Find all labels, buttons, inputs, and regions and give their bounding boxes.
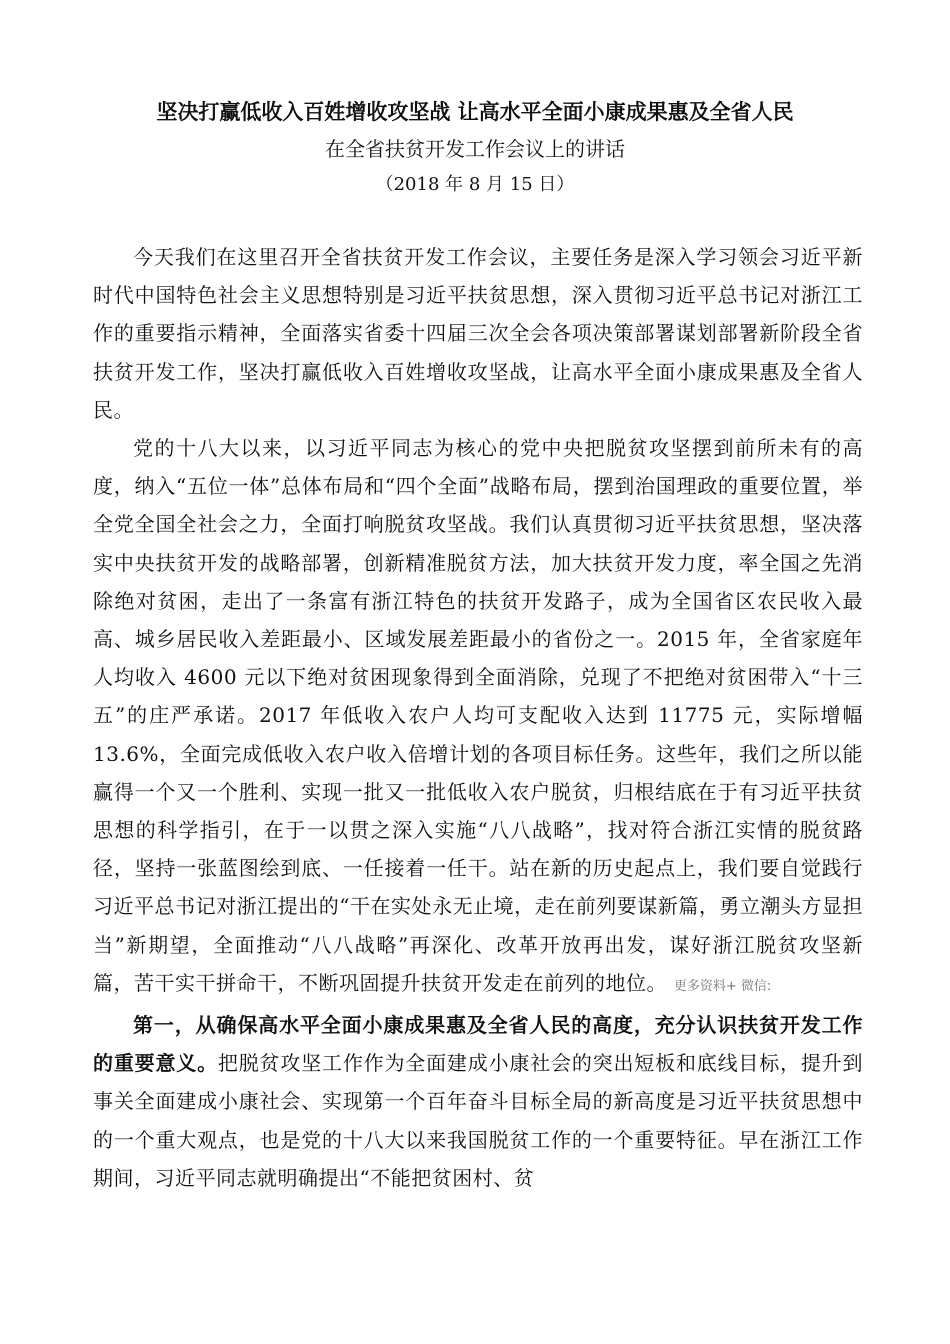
paragraph-first-point	[93, 1006, 863, 1197]
paragraph-first-point-text: 把脱贫攻坚工作作为全面建成小康社会的突出短板和底线目标，提升到事关全面建成小康社会、实现第一个百年奋斗目标全局的新高度是习近平扶贫思想中的一个重大观点，也是党的十八大以来我国脱贫工作的一个重要特征。早在浙江工作期间，习近平同志就明确提出“不能把贫困村、贫	[93, 1051, 864, 1190]
document-date: （2018 年 8 月 15 日）	[375, 174, 575, 195]
paragraph-achievements-text: 党的十八大以来，以习近平同志为核心的党中央把脱贫攻坚摆到前所未有的高度，纳入“五位一体”总体布局和“四个全面”战略布局，摆到治国理政的重要位置，举全党全国全社会之力，全面打响脱贫攻坚战。我们认真贯彻习近平扶贫思想，坚决落实中央扶贫开发的战略部署，创新精准脱贫方法，加大扶贫开发力度，率全国之先消除绝对贫困，走出了一条富有浙江特色的扶贫开发路子，成为全国省区农民收入最高、城乡居民收入差距最小、区域发展差距最小的省份之一。2015 年，全省家庭年人均收入 4600 元以下绝对贫困现象得到全面消除，兑现了不把绝对贫困带入“十三五”的庄严承诺。2017 年低收入农户人均可支配收入达到 11775 元，实际增幅 13.6%，全面完成低收入农户收入倍增计划的各项目标任务。这些年，我们之所以能赢得一个又一个胜利、实现一批又一批低收入农户脱贫，归根结底在于有习近平扶贫思想的科学指引，在于一以贯之深入实施“八八战略”，找对符合浙江实情的脱贫路径，坚持一张蓝图绘到底、一任接着一任干。站在新的历史起点上，我们要自觉践行习近平总书记对浙江提出的“干在实处永无止境，走在前列要谋新篇，勇立潮头方显担当”新期望，全面推动“八八战略”再深化、改革开放再出发，谋好浙江脱贫攻坚新篇，苦干实干拼命干，不断巩固提升扶贫开发走在前列的地位。	[93, 436, 863, 995]
paragraph-first-point-lead: 第一，从确保高水平全面小康成果惠及全省人民的高度，充分认识扶贫开发工作的重要意义。	[93, 1013, 863, 1076]
document-subtitle: 在全省扶贫开发工作会议上的讲话	[325, 137, 625, 161]
document-body	[93, 238, 863, 1197]
document-title: 坚决打赢低收入百姓增收攻坚战 让高水平全面小康成果惠及全省人民	[156, 99, 794, 124]
paragraph-intro-text: 今天我们在这里召开全省扶贫开发工作会议，主要任务是深入学习领会习近平新时代中国特色社会主义思想特别是习近平扶贫思想，深入贯彻习近平总书记对浙江工作的重要指示精神，全面落实省委十四届三次全会各项决策部署谋划部署新阶段全省扶贫开发工作，坚决打赢低收入百姓增收攻坚战，让高水平全面小康成果惠及全省人民。	[93, 245, 863, 422]
watermark-note: 更多资料+ 微信:	[673, 978, 772, 994]
paragraph-achievements	[93, 429, 863, 1006]
paragraph-intro	[93, 238, 863, 429]
